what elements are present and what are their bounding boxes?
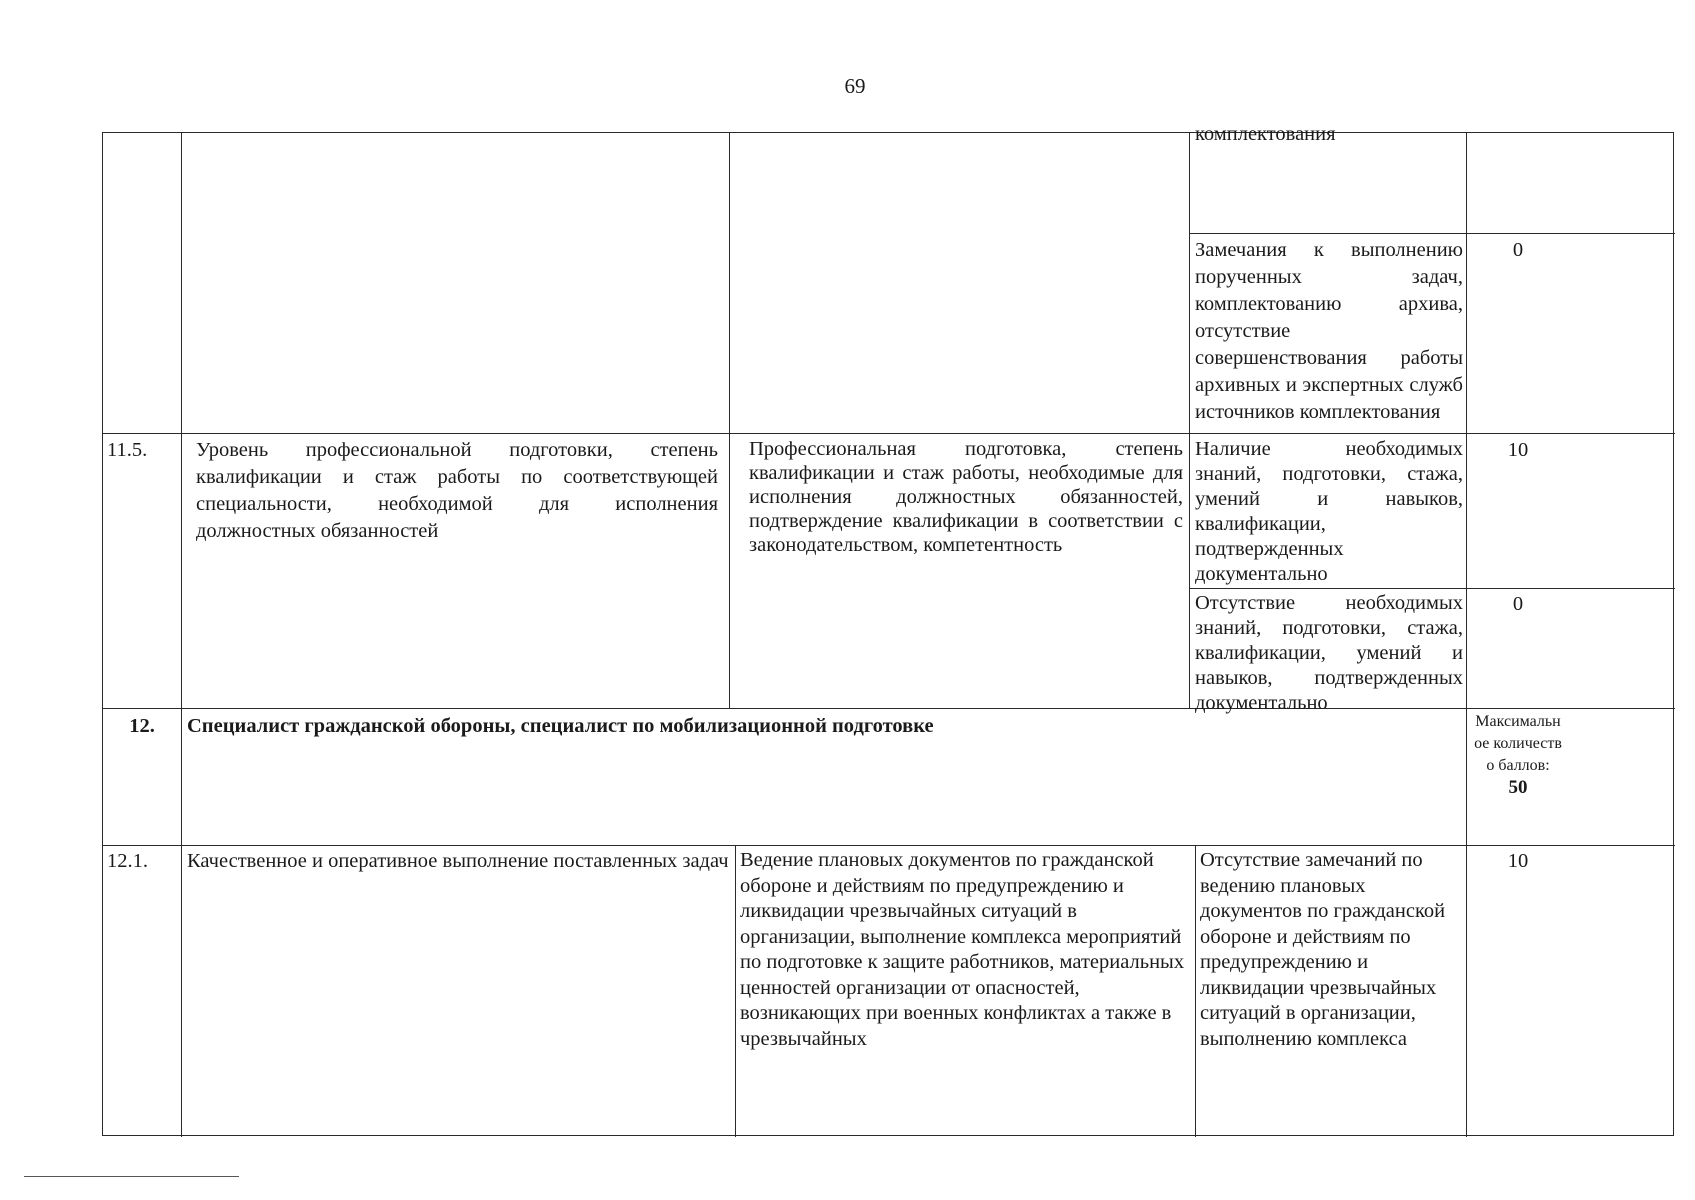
column-divider-3 — [1189, 133, 1190, 708]
row-divider-11-5 — [103, 433, 1675, 434]
column-divider-3b — [1195, 845, 1196, 1137]
score-high-11-5: 10 — [1507, 439, 1529, 461]
column-divider-2b — [735, 845, 736, 1137]
footnote-separator — [24, 1176, 239, 1177]
score-12-1: 10 — [1507, 850, 1529, 872]
prev-score-low: 0 — [1512, 239, 1524, 261]
row-number-12-1: 12.1. — [107, 850, 148, 872]
description-11-5: Профессиональная подготовка, степень квалификации и стаж работы, необходимые для исполнения должностных обязанностей, подтверждение квалификации в соответствии с законодательством, компетентность — [749, 438, 1183, 556]
row-number-11-5: 11.5. — [107, 439, 148, 461]
max-score-label: Максимальное количество баллов: — [1474, 713, 1562, 774]
criterion-low-11-5: Отсутствие необходимых знаний, подготовки, стажа, квалификации, умений и навыков, подтвержденных документально — [1195, 592, 1463, 714]
max-score-box — [1468, 711, 1568, 800]
description-12-1: Ведение плановых документов по гражданской обороне и действиям по предупреждению и ликвидации чрезвычайных ситуаций в организации, выполнение комплекса мероприятий по подготовке к защите работников, материальных ценностей организации от опасностей, возникающих при военных конфликтах а также в чрезвычайных — [740, 849, 1185, 1050]
row-divider-11-5-criterion — [1189, 588, 1675, 589]
prev-criterion-low: Замечания к выполнению порученных задач, комплектованию архива, отсутствие совершенствования работы архивных и экспертных служб источников комплектования — [1195, 239, 1463, 423]
row-number-12: 12. — [129, 715, 155, 737]
row-divider-12-1 — [103, 845, 1675, 846]
criterion-high-11-5: Наличие необходимых знаний, подготовки, стажа, умений и навыков, квалификации, подтвержденных документально — [1195, 438, 1463, 585]
column-divider-4 — [1466, 133, 1467, 1137]
row-divider-prev-criterion — [1189, 233, 1675, 234]
column-divider-1 — [181, 133, 182, 1137]
evaluation-table — [102, 123, 1674, 1136]
indicator-12-1: Качественное и оперативное выполнение поставленных задач — [187, 850, 729, 872]
max-score-value: 50 — [1508, 777, 1528, 798]
prev-criterion-tail: комплектования — [1195, 123, 1336, 145]
criterion-12-1: Отсутствие замечаний по ведению плановых документов по гражданской обороне и действиям по предупреждению и ликвидации чрезвычайных ситуаций в организации, выполнению комплекса — [1200, 849, 1446, 1050]
page-number: 69 — [844, 74, 866, 98]
column-divider-2 — [729, 133, 730, 708]
score-low-11-5: 0 — [1512, 593, 1524, 615]
section-title-12: Специалист гражданской обороны, специалист по мобилизационной подготовке — [187, 715, 934, 737]
indicator-11-5: Уровень профессиональной подготовки, степень квалификации и стаж работы по соответствующей специальности, необходимой для исполнения должностных обязанностей — [196, 439, 718, 542]
